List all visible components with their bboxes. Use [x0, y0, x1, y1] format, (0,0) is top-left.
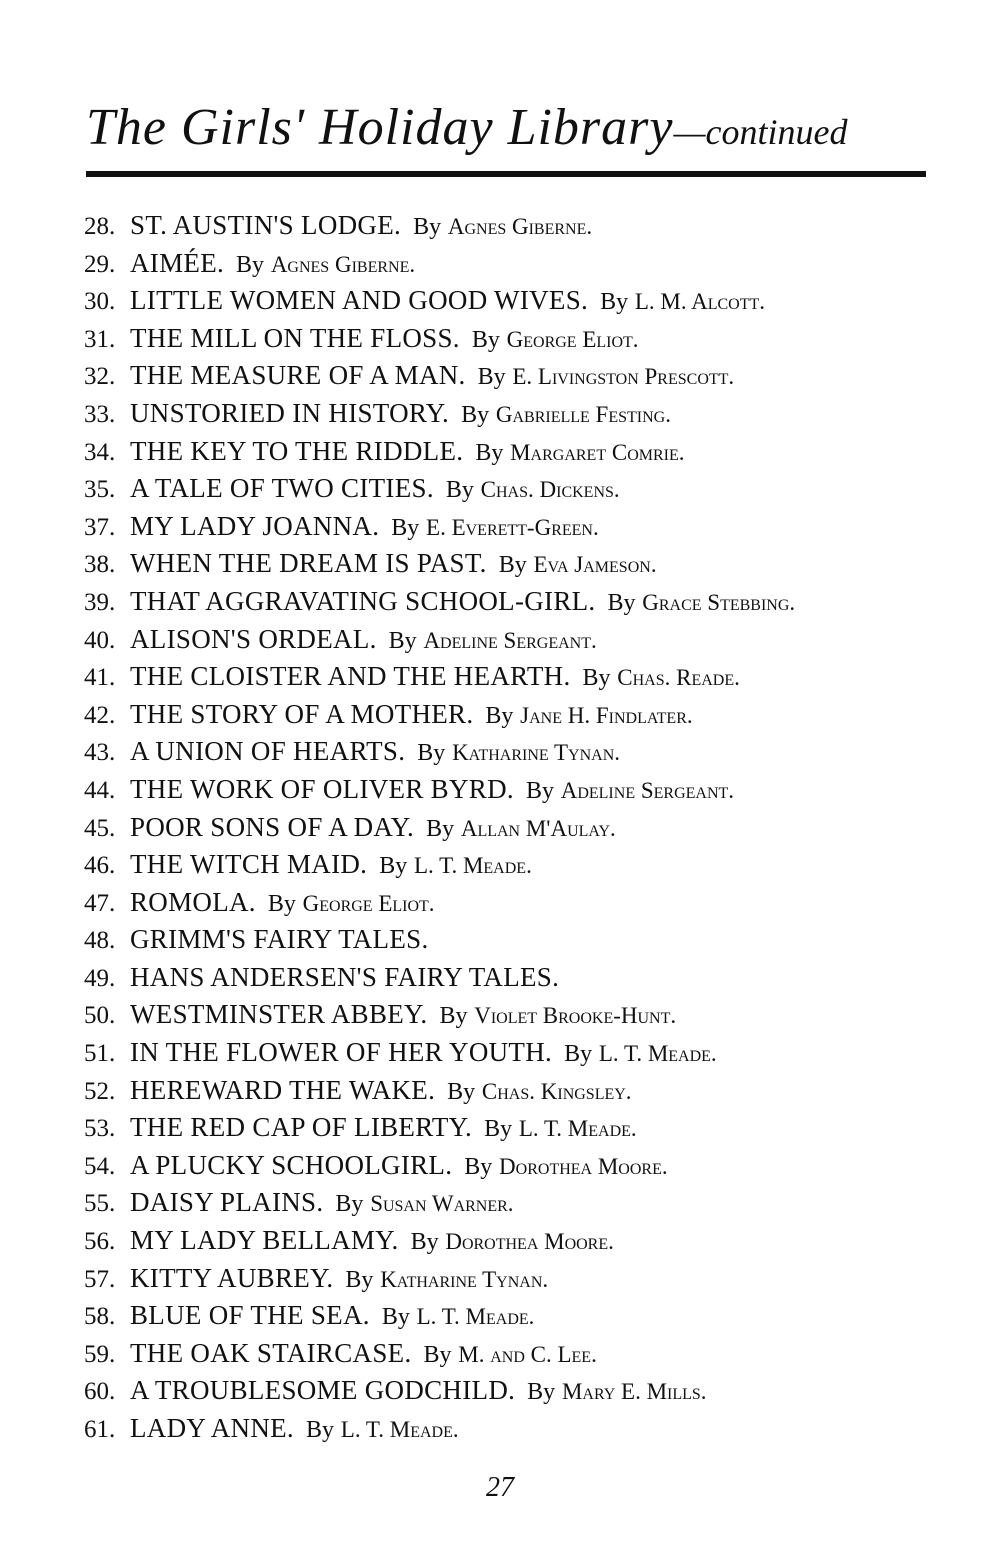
- book-entry: [84, 395, 964, 433]
- book-author: L. T. Meade.: [518, 1116, 637, 1142]
- book-title: AIMÉE.: [130, 247, 225, 278]
- book-author: L. T. Meade.: [598, 1041, 717, 1067]
- book-title: ROMOLA.: [130, 886, 256, 917]
- by-label: By: [525, 777, 554, 804]
- entry-number: 38.: [84, 551, 116, 579]
- book-title: THE MEASURE OF A MAN.: [130, 360, 466, 391]
- book-entry: [84, 658, 964, 696]
- entry-number: 46.: [84, 852, 116, 880]
- entry-number: 53.: [84, 1115, 116, 1143]
- book-entry: [84, 1297, 964, 1335]
- by-label: By: [417, 740, 446, 767]
- library-title: The Girls' Holiday Library: [86, 99, 674, 156]
- book-title: DAISY PLAINS.: [130, 1187, 324, 1218]
- book-title: A TALE OF TWO CITIES.: [130, 473, 434, 504]
- book-author: Dorothea Moore.: [499, 1153, 668, 1179]
- by-label: By: [236, 251, 265, 278]
- entry-number: 43.: [84, 739, 116, 767]
- book-title: HANS ANDERSEN'S FAIRY TALES.: [130, 961, 560, 992]
- book-author: L. T. Meade.: [416, 1304, 535, 1330]
- book-author: Agnes Giberne.: [447, 214, 593, 239]
- by-label: By: [413, 214, 442, 240]
- book-title: THE CLOISTER AND THE HEARTH.: [130, 661, 571, 692]
- book-author: Katharine Tynan.: [380, 1266, 549, 1292]
- entry-number: 30.: [84, 288, 116, 316]
- entry-number: 31.: [84, 325, 116, 353]
- book-entry: [84, 207, 964, 245]
- entry-number: 47.: [84, 889, 116, 917]
- book-title: LITTLE WOMEN AND GOOD WIVES.: [130, 285, 589, 316]
- entry-number: 59.: [84, 1340, 116, 1368]
- book-title: A TROUBLESOME GODCHILD.: [130, 1375, 516, 1406]
- by-label: By: [485, 702, 514, 729]
- book-author: George Eliot.: [302, 890, 435, 916]
- book-entry: [84, 282, 964, 320]
- entry-number: 42.: [84, 701, 116, 729]
- by-label: By: [335, 1191, 364, 1218]
- header-rule: [86, 171, 926, 177]
- book-author: Eva Jameson.: [533, 552, 657, 578]
- by-label: By: [391, 514, 420, 541]
- book-entry: [84, 1410, 964, 1448]
- by-label: By: [607, 589, 636, 616]
- book-entry: [84, 583, 964, 621]
- by-label: By: [464, 1153, 493, 1180]
- by-label: By: [345, 1266, 374, 1293]
- by-label: By: [445, 477, 474, 504]
- entry-number: 54.: [84, 1152, 116, 1180]
- book-author: L. M. Alcott.: [634, 289, 765, 315]
- book-title: THE RED CAP OF LIBERTY.: [130, 1112, 473, 1143]
- book-author: L. T. Meade.: [413, 853, 532, 879]
- book-entry: [84, 320, 964, 358]
- entry-number: 50.: [84, 1002, 116, 1030]
- book-author: Grace Stebbing.: [642, 589, 796, 615]
- book-entry: [84, 959, 964, 997]
- book-title: ST. AUSTIN'S LODGE.: [130, 210, 402, 240]
- entry-number: 34.: [84, 438, 116, 466]
- entry-number: 40.: [84, 626, 116, 654]
- book-author: E. Livingston Prescott.: [512, 364, 735, 390]
- book-author: Agnes Giberne.: [270, 251, 416, 277]
- book-author: Mary E. Mills.: [561, 1379, 707, 1405]
- book-entry: [84, 1034, 964, 1072]
- by-label: By: [381, 1304, 410, 1331]
- entry-number: 29.: [84, 250, 116, 278]
- book-entry: [84, 1372, 964, 1410]
- by-label: By: [410, 1229, 439, 1256]
- entry-number: 58.: [84, 1303, 116, 1331]
- book-entry: [84, 1335, 964, 1373]
- book-entry: [84, 733, 964, 771]
- book-title: UNSTORIED IN HISTORY.: [130, 397, 450, 428]
- by-label: By: [439, 1003, 468, 1030]
- by-label: By: [379, 853, 408, 880]
- entry-number: 39.: [84, 588, 116, 616]
- by-label: By: [477, 364, 506, 391]
- book-title: WHEN THE DREAM IS PAST.: [130, 548, 487, 579]
- book-title: THE WITCH MAID.: [130, 849, 368, 880]
- book-entry: [84, 846, 964, 884]
- entry-number: 57.: [84, 1265, 116, 1293]
- by-label: By: [498, 552, 527, 579]
- book-entry: [84, 1222, 964, 1260]
- book-title: THE KEY TO THE RIDDLE.: [130, 435, 464, 466]
- book-title: GRIMM'S FAIRY TALES.: [130, 924, 429, 955]
- book-author: Katharine Tynan.: [452, 740, 621, 766]
- book-entry: [84, 996, 964, 1034]
- book-entry: [84, 1184, 964, 1222]
- entry-number: 45.: [84, 814, 116, 842]
- by-label: By: [447, 1078, 476, 1105]
- book-author: L. T. Meade.: [340, 1417, 459, 1442]
- book-entry: [84, 809, 964, 847]
- by-label: By: [461, 401, 490, 428]
- by-label: By: [600, 289, 629, 316]
- book-title: A PLUCKY SCHOOLGIRL.: [130, 1149, 453, 1180]
- book-entry: [84, 433, 964, 471]
- entry-number: 61.: [84, 1416, 116, 1443]
- book-entry: [84, 470, 964, 508]
- book-author: Adeline Sergeant.: [560, 777, 735, 803]
- entry-number: 28.: [84, 213, 116, 240]
- book-entry: [84, 1147, 964, 1185]
- book-author: Allan M'Aulay.: [460, 815, 616, 841]
- book-title: ALISON'S ORDEAL.: [130, 623, 377, 654]
- book-title: POOR SONS OF A DAY.: [130, 811, 415, 842]
- entry-number: 48.: [84, 927, 116, 955]
- book-author: Gabrielle Festing.: [495, 401, 671, 427]
- book-title: A UNION OF HEARTS.: [130, 736, 406, 767]
- entry-number: 60.: [84, 1378, 116, 1406]
- by-label: By: [267, 890, 296, 917]
- entry-number: 37.: [84, 513, 116, 541]
- book-title: THE OAK STAIRCASE.: [130, 1337, 412, 1368]
- entry-number: 52.: [84, 1077, 116, 1105]
- book-entry: [84, 1260, 964, 1298]
- book-title: KITTY AUBREY.: [130, 1262, 334, 1293]
- by-label: By: [306, 1417, 335, 1443]
- book-author: Chas. Reade.: [617, 665, 740, 691]
- book-author: Margaret Comrie.: [510, 439, 685, 465]
- book-title: THE STORY OF A MOTHER.: [130, 698, 474, 729]
- entry-number: 51.: [84, 1040, 116, 1068]
- continued-label: —continued: [673, 112, 848, 152]
- by-label: By: [388, 627, 417, 654]
- book-author: Chas. Kingsley.: [481, 1078, 632, 1104]
- book-entry: [84, 1072, 964, 1110]
- by-label: By: [471, 326, 500, 353]
- entry-number: 55.: [84, 1190, 116, 1218]
- book-author: Chas. Dickens.: [480, 477, 620, 503]
- book-author: Dorothea Moore.: [445, 1229, 614, 1255]
- by-label: By: [423, 1341, 452, 1368]
- book-entry: [84, 921, 964, 959]
- book-title: WESTMINSTER ABBEY.: [130, 999, 428, 1030]
- book-title: MY LADY BELLAMY.: [130, 1225, 399, 1256]
- by-label: By: [475, 439, 504, 466]
- entry-number: 33.: [84, 400, 116, 428]
- entry-number: 44.: [84, 776, 116, 804]
- book-author: Susan Warner.: [370, 1191, 514, 1217]
- entry-number: 32.: [84, 363, 116, 391]
- entry-number: 56.: [84, 1228, 116, 1256]
- book-entry: [84, 245, 964, 283]
- entry-number: 49.: [84, 964, 116, 992]
- by-label: By: [484, 1116, 513, 1143]
- book-entry: [84, 508, 964, 546]
- book-author: Violet Brooke-Hunt.: [474, 1003, 677, 1029]
- book-title: HEREWARD THE WAKE.: [130, 1074, 436, 1105]
- book-list: [84, 207, 964, 1448]
- by-label: By: [564, 1041, 593, 1068]
- by-label: By: [527, 1379, 556, 1406]
- book-title: BLUE OF THE SEA.: [130, 1300, 370, 1331]
- book-author: E. Everett-Green.: [426, 514, 599, 540]
- page-number: 27: [486, 1472, 514, 1503]
- book-title: THAT AGGRAVATING SCHOOL-GIRL.: [130, 585, 596, 616]
- page-header: [86, 98, 926, 157]
- by-label: By: [582, 665, 611, 692]
- by-label: By: [426, 815, 455, 842]
- book-title: IN THE FLOWER OF HER YOUTH.: [130, 1037, 553, 1068]
- book-entry: [84, 357, 964, 395]
- book-entry: [84, 1109, 964, 1147]
- book-title: LADY ANNE.: [130, 1413, 294, 1443]
- book-entry: [84, 771, 964, 809]
- book-title: THE WORK OF OLIVER BYRD.: [130, 773, 514, 804]
- book-author: Jane H. Findlater.: [520, 702, 693, 728]
- book-author: George Eliot.: [506, 326, 639, 352]
- book-entry: [84, 696, 964, 734]
- book-title: MY LADY JOANNA.: [130, 510, 380, 541]
- book-entry: [84, 884, 964, 922]
- entry-number: 35.: [84, 476, 116, 504]
- book-title: THE MILL ON THE FLOSS.: [130, 322, 460, 353]
- book-author: M. and C. Lee.: [458, 1341, 597, 1367]
- book-author: Adeline Sergeant.: [423, 627, 597, 653]
- entry-number: 41.: [84, 664, 116, 692]
- book-entry: [84, 621, 964, 659]
- book-entry: [84, 545, 964, 583]
